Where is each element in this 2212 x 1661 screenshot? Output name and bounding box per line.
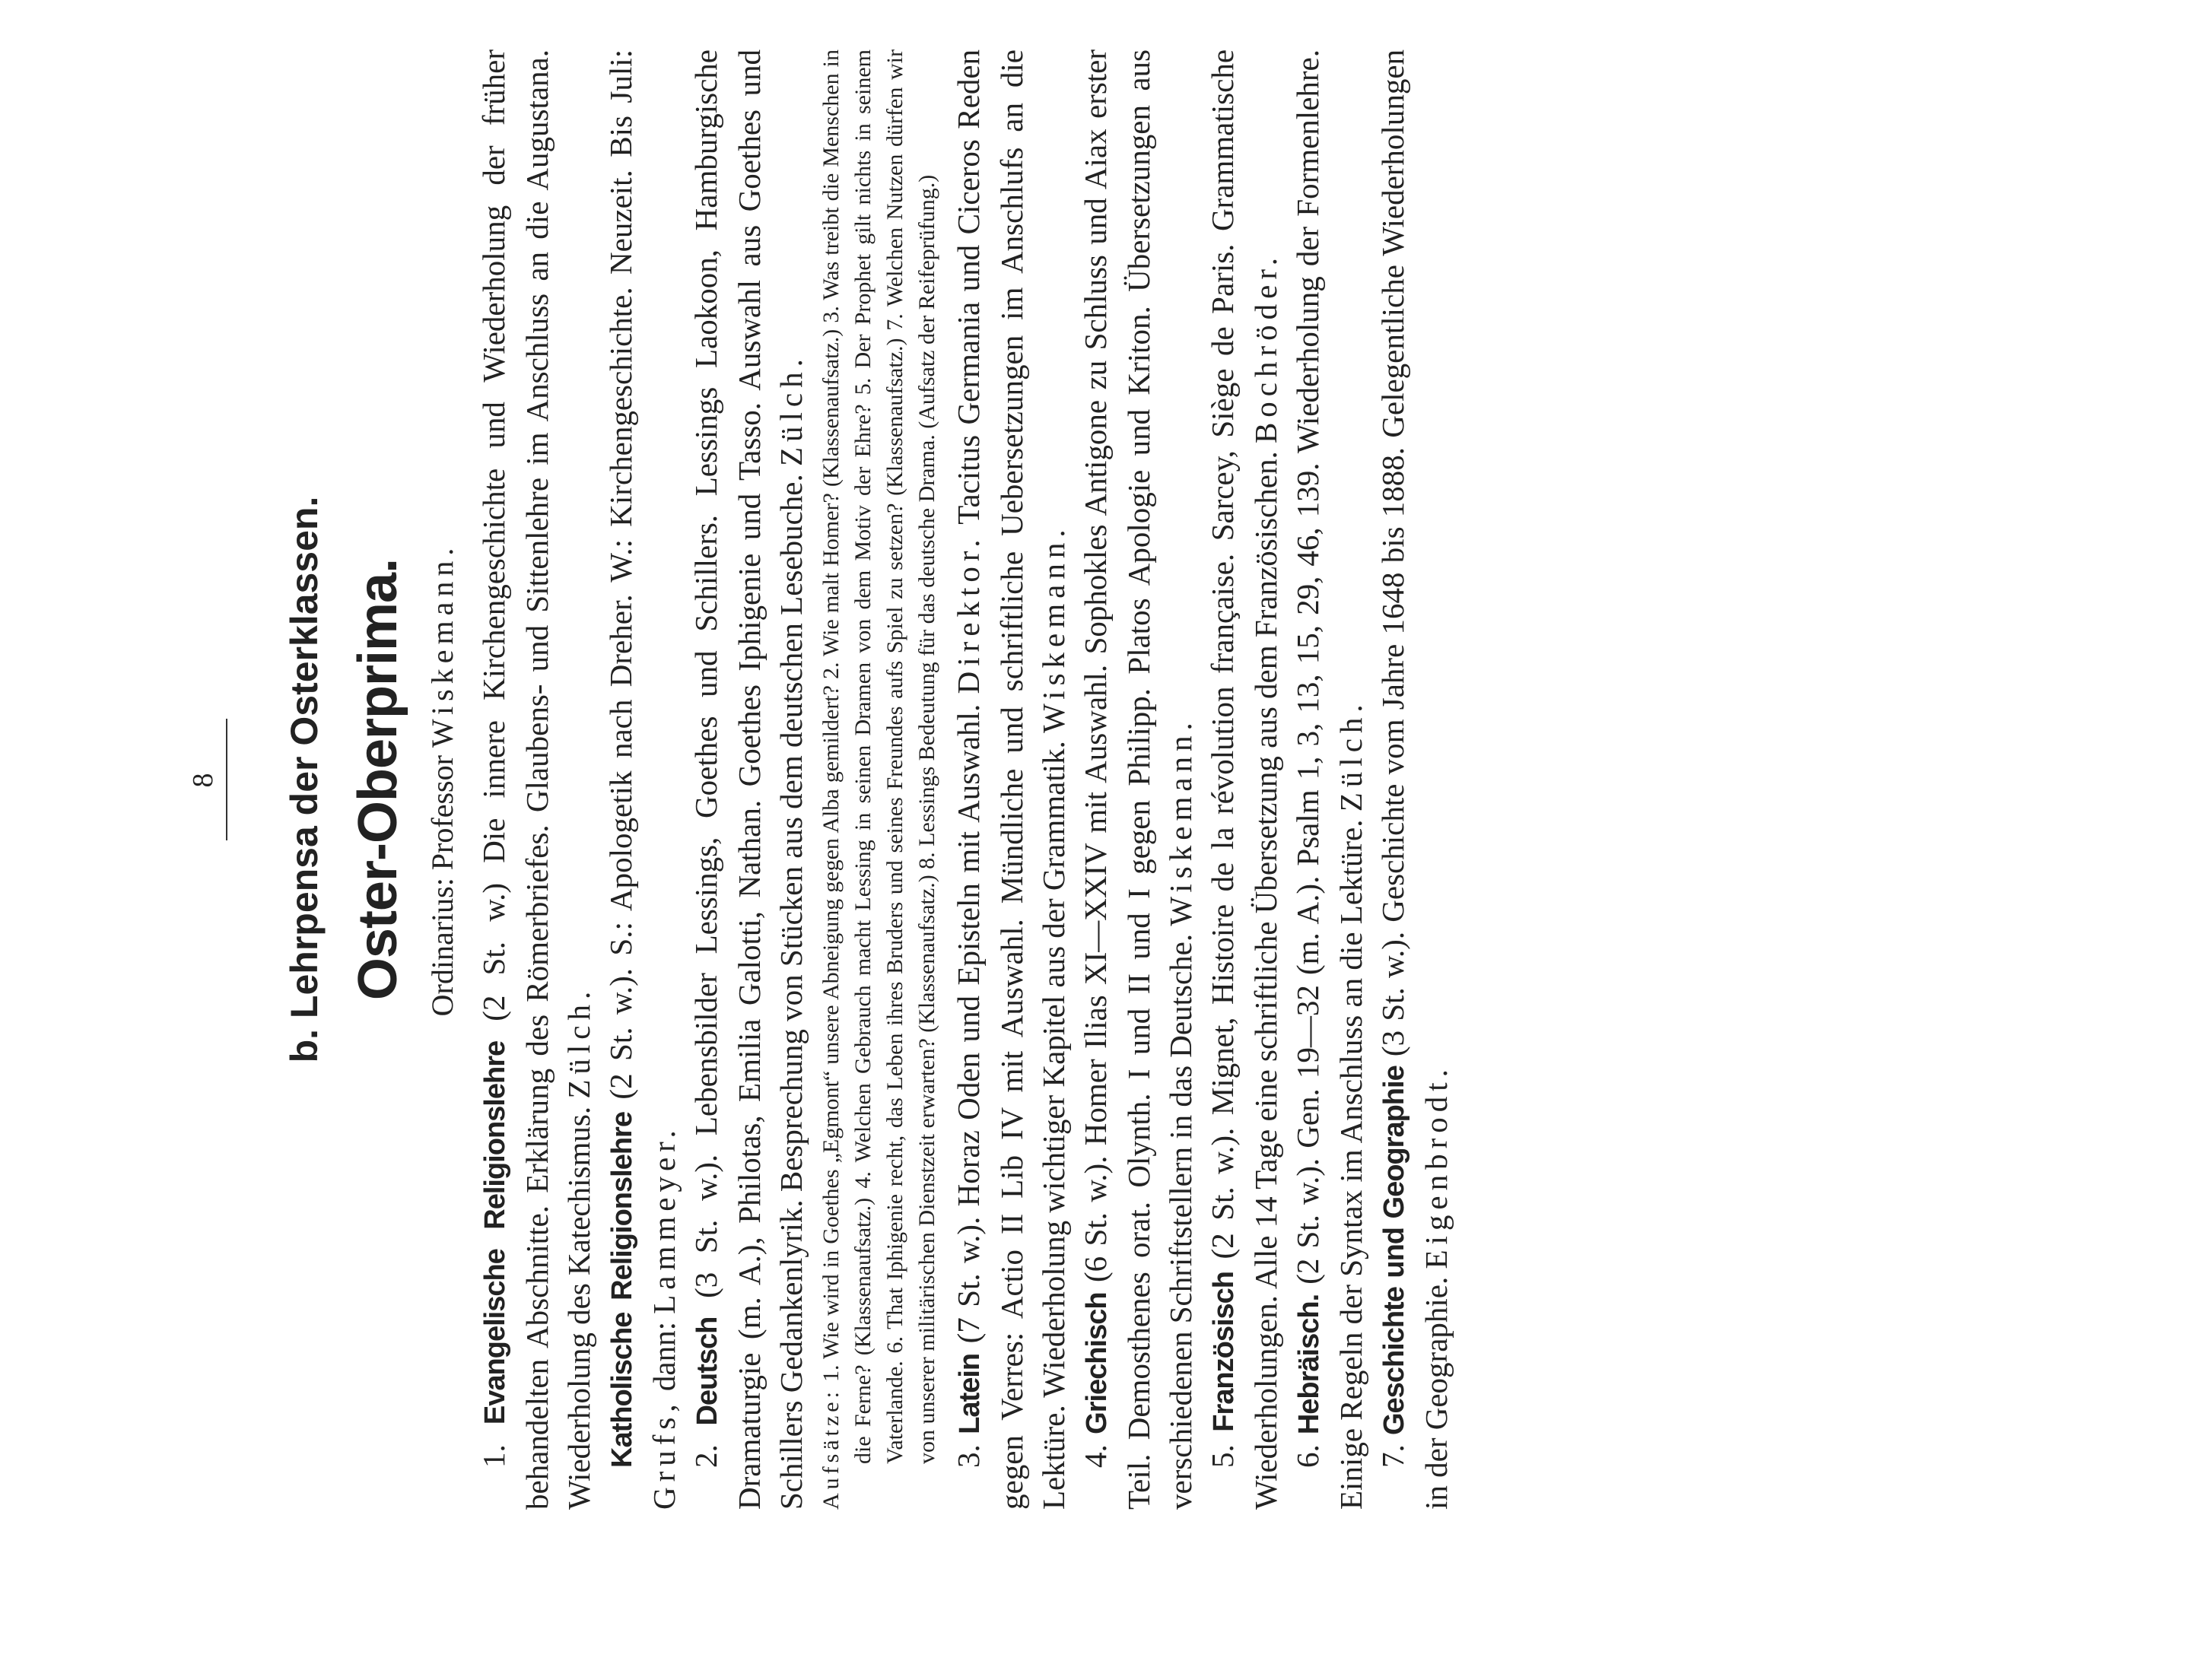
subject-name: Geschichte und Geographie [1378, 1066, 1410, 1436]
subject-number: 4. [1078, 1444, 1113, 1468]
subject-teacher: Zülch. [1333, 699, 1368, 812]
subject-deutsch [685, 49, 812, 1510]
subject-number: 2. [688, 1444, 723, 1468]
subject-katholische-religion [600, 49, 685, 1510]
ordinarius-name: Wiskemann. [425, 542, 459, 748]
subject-number: 6. [1290, 1444, 1325, 1468]
subject-hebraeisch [1287, 49, 1372, 1510]
ordinarius-label: Ordinarius: Professor [425, 755, 459, 1017]
subject-text: (2 St. w.) Die innere Kirchengeschichte und Wiederholung der früher behandelten Abschnitte. Erklärung des Römerbriefes. Glaubens- und Sittenlehre im Anschluss an die Augustana. Wiederholung des Katechismus. [476, 49, 596, 1510]
subject-name: Griechisch [1081, 1292, 1113, 1434]
subject-griechisch [1075, 49, 1202, 1510]
lehrpensum-body [473, 19, 1457, 1540]
subject-evangelische-religion [473, 49, 600, 1510]
subject-name: Hebräisch. [1293, 1294, 1325, 1435]
subject-teacher-first: Grufs, [647, 1399, 682, 1510]
subject-teacher: Eigenbrodt. [1419, 1064, 1454, 1269]
page-number-block [186, 19, 270, 1540]
rotated-page [186, 19, 1837, 1540]
subject-geschichte-geographie [1372, 49, 1457, 1510]
subject-text: (2 St. w.). S.: Apologetik nach Dreher. W.: Kirchengeschichte. Neuzeit. Bis Juli: [603, 49, 638, 1100]
subject-text: (6 St. w.). Homer Ilias XI—XXIV mit Auswahl. Sophokles Antigone zu Schluss und Aiax erster Teil. Demosthenes orat. Olynth. I und II und I gegen Philipp. Platos Apologie und Kriton. Übersetzungen aus verschiedenen Schriftstellern in das Deutsche. [1078, 49, 1198, 1510]
subject-connector: dann: [647, 1322, 682, 1392]
subject-name: Evangelische Religionslehre [479, 1040, 511, 1425]
section-heading: b. Lehrpensa der Osterklassen. [283, 496, 326, 1063]
subject-teacher: Wiskemann. [1163, 717, 1198, 926]
subject-number: 7. [1375, 1444, 1410, 1468]
subject-teacher: Zülch. [774, 354, 809, 467]
subject-number: 3. [951, 1444, 986, 1468]
subject-text: (2 St. w.). Mignet, Histoire de la révolution française. Sarcey, Siège de Paris. Grammatische Wiederholungen. Alle 14 Tage eine schriftliche Übersetzung aus dem Französischen. [1205, 49, 1283, 1510]
subject-name: Französisch [1208, 1271, 1240, 1432]
subject-teacher-first: Direktor. [951, 534, 986, 694]
subject-name: Katholische Religionslehre [606, 1112, 638, 1468]
subject-franzoesisch [1202, 49, 1287, 1510]
aufsaetze-list [815, 49, 943, 1510]
subject-name: Latein [954, 1353, 986, 1434]
ordinarius-line [418, 19, 473, 1540]
subject-text: (7 St. w.). Horaz Oden und Episteln mit Auswahl. [951, 703, 986, 1344]
subject-name: Deutsch [691, 1316, 723, 1426]
page-number: 8 [187, 771, 219, 788]
subject-text: (3 St. w.). Lebensbilder Lessings, Goethes und Schillers. Lessings Laokoon, Hamburgische Dramaturgie (m. A.), Philotas, Emilia Galotti, Nathan. Goethes Iphigenie und Tasso. Auswahl aus Goethes und Schillers Gedankenlyrik. Besprechung von Stücken aus dem deutschen Lesebuche. [688, 49, 809, 1510]
subject-text: (3 St. w.). Geschichte vom Jahre 1648 bis 1888. Gelegentliche Wiederholungen in der Geographie. [1375, 49, 1454, 1510]
subject-teacher: Zülch. [561, 986, 596, 1099]
subject-text: (2 St. w.). Gen. 19—32 (m. A.). Psalm 1, 3, 13, 15, 29, 46, 139. Wiederholung der Formenlehre. Einige Regeln der Syntax im Anschluss an die Lektüre. [1290, 49, 1368, 1510]
subject-latein [948, 49, 1075, 1510]
subject-number: 1. [476, 1444, 511, 1468]
subject-teacher: Bochröder. [1248, 252, 1283, 444]
subject-teacher: Wiskemann. [1036, 524, 1071, 733]
aufsaetze-label: Aufsätze: [818, 1388, 844, 1510]
class-title: Oster-Oberprima. [348, 558, 408, 1001]
subject-teacher: Lammeyer. [647, 1125, 682, 1314]
subject-number: 5. [1205, 1444, 1240, 1468]
page-number-rule [226, 719, 227, 840]
subject-text-continued: Tacitus Germania und Ciceros Reden gegen Verres: Actio II Lib IV mit Auswahl. Mündliche und schriftliche Uebersetzungen im Anschlufs an die Lektüre. Wiederholung wichtiger Kapitel aus der Grammatik. [951, 49, 1071, 1510]
aufsaetze-text: 1. Wie wird in Goethes „Egmont“ unsere Abneigung gegen Alba gemildert? 2. Wie malt Homer? (Klassenaufsatz.) 3. Was treibt die Menschen in die Ferne? (Klassenaufsatz.) 4. Welchen Gebrauch macht Lessing in seinen Dramen von dem Motiv der Ehre? 5. Der Prophet gilt nichts in seinem Vaterlande. 6. That Iphigenie recht, das Leben ihres Bruders und seines Freundes aufs Spiel zu setzen? (Klassenaufsatz.) 7. Welchen Nutzen dürfen wir von unserer militärischen Dienstzeit erwarten? (Klassenaufsatz.) 8. Lessings Bedeutung für das deutsche Drama. (Aufsatz der Reifeprüfung.) [818, 49, 939, 1464]
